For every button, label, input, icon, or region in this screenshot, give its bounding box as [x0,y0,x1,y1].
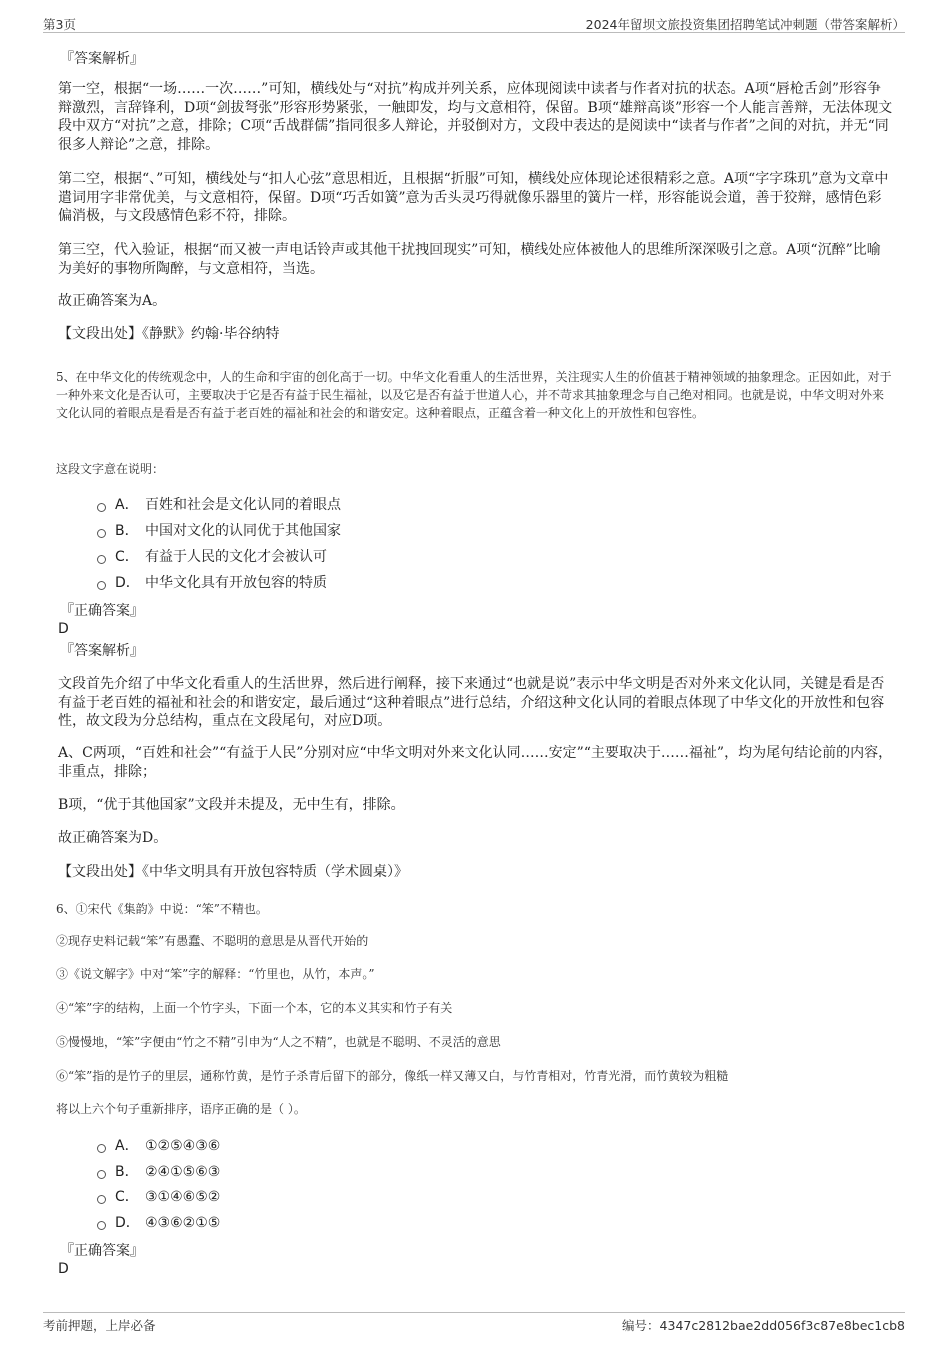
q4-analysis-para-3: 第三空，代入验证，根据“而又被一声电话铃声或其他干扰拽回现实”可知，横线处应体被他人的思维所深深吸引之意。A项“沉醉”比喻为美好的事物所陶醉，与文意相符，当选。 [58,242,881,277]
footer-code-label: 编号： [622,1318,660,1333]
q5-conclusion: 故正确答案为D。 [58,830,168,846]
q5-option-a[interactable] [97,496,341,514]
q5-option-b-text: 中国对文化的认同优于其他国家 [145,523,341,539]
footer-slogan: 考前押题，上岸必备 [43,1318,156,1333]
q5-source: 【文段出处】《中华文明具有开放包容特质（学术圆桌）》 [58,864,408,880]
q4-conclusion: 故正确答案为A。 [58,293,167,309]
q6-option-d-text: ④③⑥②①⑤ [145,1215,221,1231]
q6-option-b[interactable] [97,1163,220,1181]
q6-line-6: ⑥“笨”指的是竹子的里层，通称竹黄，是竹子杀青后留下的部分，像纸一样又薄又白，与竹青相对，竹青光滑，而竹黄较为粗糙 [56,1069,729,1083]
q5-prompt: 这段文字意在说明： [56,462,165,476]
q6-line-3: ③《说文解字》中对“笨”字的解释：“竹里也，从竹，本声。” [56,967,375,981]
page-footer [43,1312,905,1335]
q5-analysis-label: 『答案解析』 [60,643,144,659]
q5-analysis-para-3: B项，“优于其他国家”文段并未提及，无中生有，排除。 [58,797,405,813]
q6-line-2: ②现存史料记载“笨”有愚蠢、不聪明的意思是从晋代开始的 [56,934,369,948]
radio-icon[interactable] [97,1170,106,1179]
q6-option-d-letter: D． [115,1215,140,1231]
page-header [43,12,905,33]
q6-line-4: ④“笨”字的结构，上面一个竹字头，下面一个本，它的本义其实和竹子有关 [56,1001,453,1015]
document-title: 2024年留坝文旅投资集团招聘笔试冲刺题（带答案解析） [585,17,905,32]
q4-analysis-label: 『答案解析』 [60,51,144,67]
q6-option-c-letter: C． [115,1189,139,1205]
q5-option-d[interactable] [97,574,327,592]
q5-option-c-letter: C． [115,549,139,565]
radio-icon[interactable] [97,1144,106,1153]
q5-option-c-text: 有益于人民的文化才会被认可 [145,549,327,565]
q6-option-a[interactable] [97,1137,220,1155]
q5-option-b-letter: B． [115,523,139,539]
q6-line-5: ⑤慢慢地，“笨”字便由“竹之不精”引申为“人之不精”，也就是不聪明、不灵活的意思 [56,1035,501,1049]
q4-analysis-para-1: 第一空，根据“一场……一次……”可知，横线处与“对抗”构成并列关系，应体现阅读中读者与作者对抗的状态。A项“唇枪舌剑”形容争辩激烈，言辞锋利，D项“剑拔弩张”形容形势紧张，一触即发，均与文意相符，保留。B项“雄辩高谈”形容一个人能言善辩，无法体现文段中双方“对抗”之意，排除；C项“舌战群儒”指同很多人辩论，并驳倒对方，文段中表达的是阅读中“读者与作者”之间的对抗，并无“同很多人辩论”之意，排除。 [58,81,893,153]
footer-code [622,1316,905,1334]
q5-option-d-text: 中华文化具有开放包容的特质 [145,575,327,591]
radio-icon[interactable] [97,1221,106,1230]
q4-analysis-para-2: 第二空，根据“、”可知，横线处与“扣人心弦”意思相近，且根据“折服”可知，横线处应体现论述很精彩之意。A项“字字珠玑”意为文章中遣词用字非常优美，与文意相符，保留。D项“巧舌如簧”意为舌头灵巧得就像乐器里的簧片一样，形容能说会道，善于狡辩，感情色彩偏消极，与文段感情色彩不符，排除。 [58,171,889,224]
q6-answer: D [58,1261,69,1277]
q6-answer-label: 『正确答案』 [60,1243,144,1259]
page-number: 第3页 [43,17,76,32]
radio-icon[interactable] [97,581,106,590]
q6-option-d[interactable] [97,1214,220,1232]
q5-option-d-letter: D． [115,575,140,591]
q6-option-b-text: ②④①⑤⑥③ [145,1164,221,1180]
q5-option-c[interactable] [97,548,327,566]
q5-answer-label: 『正确答案』 [60,603,144,619]
q6-prompt: 将以上六个句子重新排序，语序正确的是（ ）。 [56,1102,306,1116]
q6-option-a-letter: A． [115,1138,139,1154]
radio-icon[interactable] [97,555,106,564]
q6-option-c[interactable] [97,1188,220,1206]
q5-option-a-letter: A． [115,497,139,513]
footer-code-value: 4347c2812bae2dd056f3c87e8bec1cb8 [659,1318,905,1333]
q5-answer: D [58,621,69,637]
q5-analysis-para-1: 文段首先介绍了中华文化看重人的生活世界，然后进行阐释，接下来通过“也就是说”表示中华文明是否对外来文化认同，关键是看是否有益于老百姓的福祉和社会的和谐安定，最后通过“这种着眼点”进行总结，介绍这种文化认同的着眼点体现了中华文化的开放性和包容性，故文段为分总结构，重点在文段尾句，对应D项。 [58,676,885,729]
q6-option-a-text: ①②⑤④③⑥ [145,1138,221,1154]
radio-icon[interactable] [97,529,106,538]
q5-option-a-text: 百姓和社会是文化认同的着眼点 [145,497,341,513]
q6-line-1: 6、①宋代《集韵》中说：“笨”不精也。 [56,902,268,916]
q5-option-b[interactable] [97,522,341,540]
q5-analysis-para-2: A、C两项，“百姓和社会”“有益于人民”分别对应“中华文明对外来文化认同……安定”“主要取决于……福祉”，均为尾句结论前的内容，非重点，排除； [58,745,893,780]
radio-icon[interactable] [97,503,106,512]
q6-option-b-letter: B． [115,1164,139,1180]
q4-source: 【文段出处】《静默》约翰·毕谷纳特 [58,326,280,342]
q6-option-c-text: ③①④⑥⑤② [145,1189,221,1205]
radio-icon[interactable] [97,1195,106,1204]
q5-stem: 5、在中华文化的传统观念中，人的生命和宇宙的创化高于一切。中华文化看重人的生活世界，关注现实人生的价值甚于精神领域的抽象理念。正因如此，对于一种外来文化是否认可，主要取决于它是否有益于民生福祉，以及它是否有益于世道人心，并不苛求其抽象理念与自己绝对相同。也就是说，中华文明对外来文化认同的着眼点是看是否有益于老百姓的福祉和社会的和谐安定。这种着眼点，正蕴含着一种文化上的开放性和包容性。 [56,370,892,420]
